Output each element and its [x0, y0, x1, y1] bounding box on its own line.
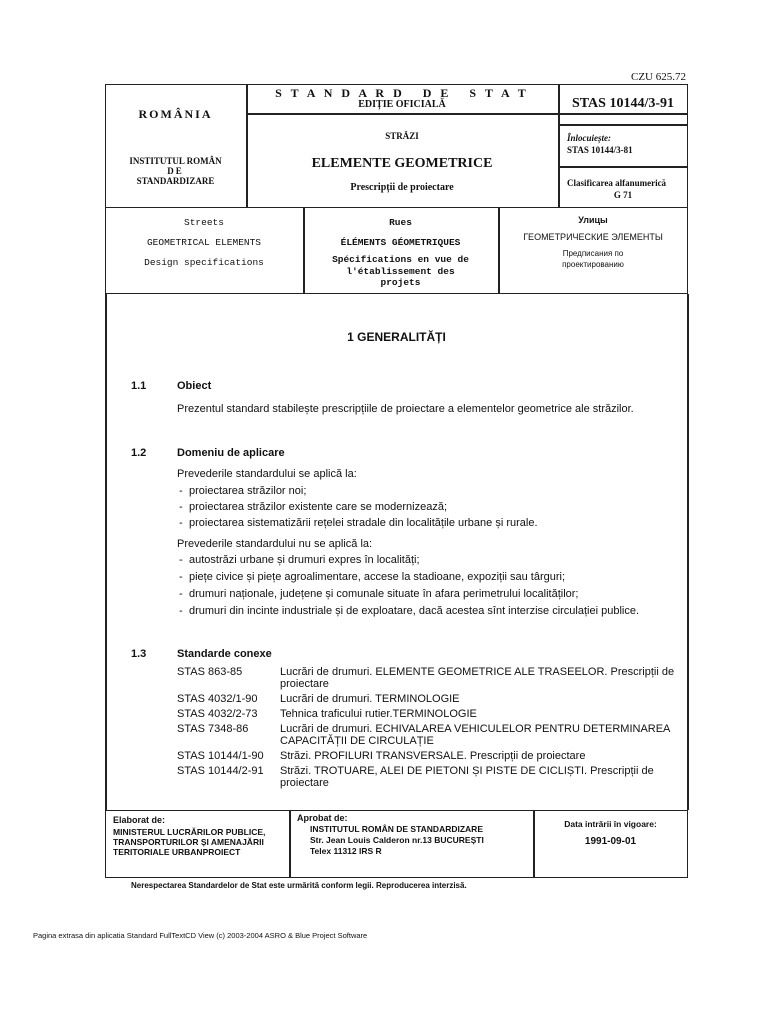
date-value: 1991-09-01	[584, 836, 637, 847]
not-apply-list	[179, 553, 674, 619]
stas-code: STAS 10144/3-91	[571, 96, 675, 111]
fr-line4: l'établissement des	[346, 266, 455, 277]
replaces-label: Înlocuiește:	[567, 133, 611, 143]
document-title: ELEMENTE GEOMETRICE	[311, 156, 493, 171]
table-row: STAS 7348-86 Lucrări de drumuri. ECHIVALAREA VEHICULELOR PENTRU DETERMINAREA CAPACITĂȚII DE CIRCULAȚIE	[177, 723, 670, 747]
list-item: - proiectarea străzilor existente care se modernizează;	[179, 501, 448, 513]
list-item: - piețe civice și piețe agroalimentare, accese la stadioane, expoziții sau târguri;	[179, 571, 566, 583]
document-subtitle: Prescripții de proiectare	[350, 182, 454, 193]
section-1-1-body: Prezentul standard stabilește prescripțiile de proiectare a elementelor geometrice ale străzilor.	[177, 403, 634, 415]
related-standards-table	[177, 666, 677, 792]
ru-line1: Улицы	[578, 215, 608, 225]
apply-intro: Prevederile standardului se aplică la:	[177, 468, 357, 480]
list-item: - autostrăzi urbane și drumuri expres în localități;	[179, 554, 420, 566]
approved-label: Aprobat de:	[297, 813, 348, 823]
en-line2: GEOMETRICAL ELEMENTS	[146, 237, 262, 248]
section-1-1-title: Obiect	[177, 380, 212, 392]
fr-line5: projets	[380, 277, 421, 288]
fr-line3: Spécifications en vue de	[332, 254, 469, 265]
replaces-value: STAS 10144/3-81	[567, 145, 633, 155]
date-label: Data intrării în vigoare:	[564, 819, 657, 829]
section-1-2-title: Domeniu de aplicare	[177, 447, 285, 459]
czu-code: CZU 625.72	[631, 71, 686, 83]
elaborated-line1: MINISTERUL LUCRĂRILOR PUBLICE,	[113, 827, 266, 837]
ru-line2: ГЕОМЕТРИЧЕСКИЕ ЭЛЕМЕНТЫ	[523, 232, 663, 242]
approved-line3: Telex 11312 IRS R	[310, 846, 382, 856]
legal-notice: Nerespectarea Standardelor de Stat este urmărită conform legii. Reproducerea interzisă.	[131, 881, 467, 890]
fr-line1: Rues	[389, 217, 412, 228]
en-line3: Design specifications	[144, 257, 264, 268]
table-row: STAS 4032/2-73 Tehnica traficului rutier.TERMINOLOGIE	[177, 708, 477, 720]
approved-line2: Str. Jean Louis Calderon nr.13 BUCUREȘTI	[310, 835, 484, 845]
institute-line3: STANDARDIZARE	[136, 176, 215, 186]
section-1-1-number: 1.1	[131, 380, 147, 392]
table-row: STAS 10144/1-90 Străzi. PROFILURI TRANSVERSALE. Prescripții de proiectare	[177, 750, 586, 762]
elaborated-line3: TERITORIALE URBANPROIECT	[113, 847, 241, 857]
standard-type: S T A N D A R D D E S T A T	[275, 86, 529, 100]
classification-label: Clasificarea alfanumerică	[567, 178, 667, 188]
ru-line4: проектированию	[562, 260, 624, 269]
section-1-3-title: Standarde conexe	[177, 648, 272, 660]
section-1-3-number: 1.3	[131, 648, 147, 660]
list-item: - proiectarea sistematizării rețelei stradale din localitățile urbane și rurale.	[179, 517, 538, 529]
table-row: STAS 10144/2-91 Străzi. TROTUARE, ALEI DE PIETONI ȘI PISTE DE CICLIȘTI. Prescripții de proiectare	[177, 765, 654, 789]
list-item: - proiectarea străzilor noi;	[179, 485, 307, 497]
table-row: STAS 4032/1-90 Lucrări de drumuri. TERMINOLOGIE	[177, 693, 460, 705]
ru-line3: Предписания по	[562, 249, 624, 258]
page-footer-text: Pagina extrasa din aplicatia Standard FullTextCD View (c) 2003-2004 ASRO & Blue Project Software	[33, 931, 368, 940]
list-item: - drumuri din incinte industriale și de exploatare, dacă acestea sînt interzise circulației publice.	[179, 605, 640, 617]
chapter-title: 1 GENERALITĂȚI	[347, 330, 446, 344]
section-1-2-number: 1.2	[131, 447, 147, 459]
table-row: STAS 863-85 Lucrări de drumuri. ELEMENTE GEOMETRICE ALE TRASEELOR. Prescripții de proiectare	[177, 666, 675, 690]
country-label: ROMÂNIA	[138, 107, 213, 121]
not-apply-intro: Prevederile standardului nu se aplică la:	[177, 538, 373, 550]
edition-label: EDIȚIE OFICIALĂ	[358, 99, 446, 110]
fr-line2: ÉLÉMENTS GÉOMETRIQUES	[340, 237, 461, 248]
approved-line1: INSTITUTUL ROMÂN DE STANDARDIZARE	[310, 824, 483, 834]
institute-line1: INSTITUTUL ROMÂN	[129, 156, 222, 166]
elaborated-label: Elaborat de:	[113, 815, 166, 825]
apply-list	[179, 484, 669, 531]
institute-line2: DE	[167, 166, 184, 176]
category-label: STRĂZI	[385, 131, 419, 141]
elaborated-line2: TRANSPORTURILOR ȘI AMENAJĂRII	[113, 837, 264, 847]
en-line1: Streets	[184, 217, 224, 228]
list-item: - drumuri naționale, județene și comunale situate în afara perimetrului localităților;	[179, 588, 579, 600]
classification-value: G 71	[613, 190, 633, 200]
